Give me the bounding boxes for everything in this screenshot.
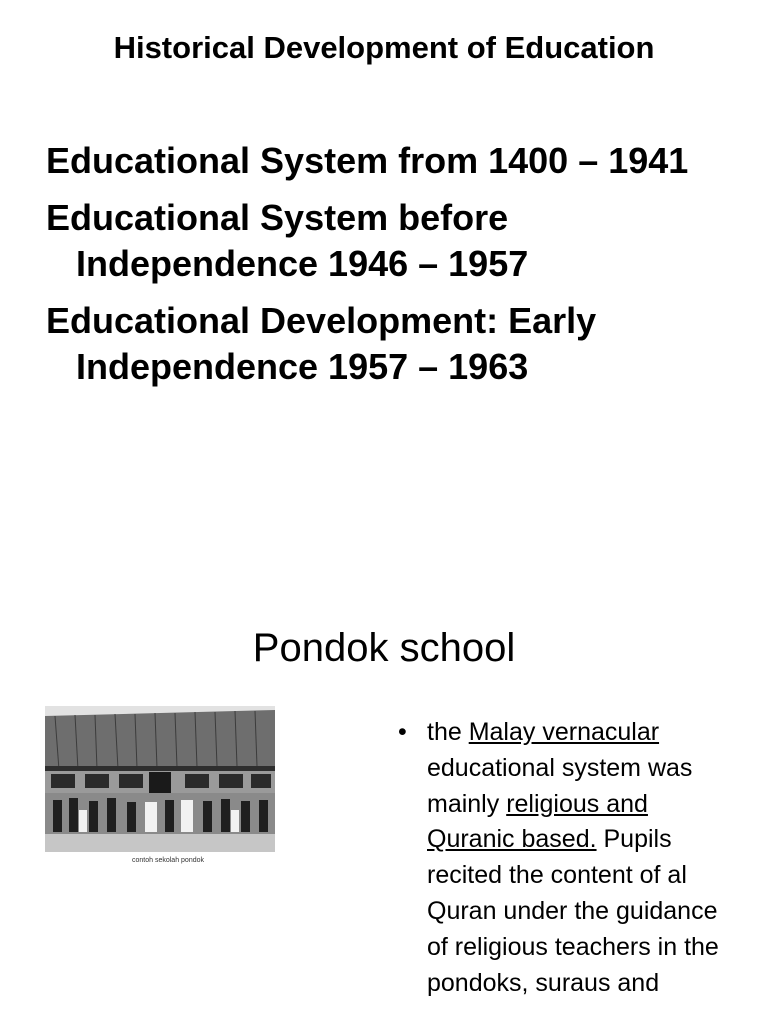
bullet-item (398, 715, 738, 1001)
pondok-school-photo (45, 706, 275, 852)
topic-item: Educational System from 1400 – 1941 (46, 140, 689, 181)
underlined-term: Malay vernacular (468, 718, 660, 746)
topic-item: Educational Development: Early Independence 1957 – 1963 (46, 300, 597, 387)
bullet-text (427, 715, 738, 1001)
pondok-school-title: Pondok school (252, 626, 516, 670)
bullet-text-segment: Pupils recited the content of al Quran under the guidance of religious teachers in the pondoks, suraus and (427, 825, 719, 997)
underlined-term: religious and Quranic based. (427, 789, 648, 854)
photo-caption: contoh sekolah pondok (132, 857, 204, 864)
slide-title: Historical Development of Education (113, 30, 655, 65)
bullet-text-segment: the (427, 718, 469, 746)
bullet-dot-icon: • (398, 718, 407, 746)
topic-list (46, 138, 746, 401)
topic-item: Educational System before Independence 1946 – 1957 (46, 197, 529, 284)
bullet-text-segment: educational system was mainly (427, 753, 693, 818)
